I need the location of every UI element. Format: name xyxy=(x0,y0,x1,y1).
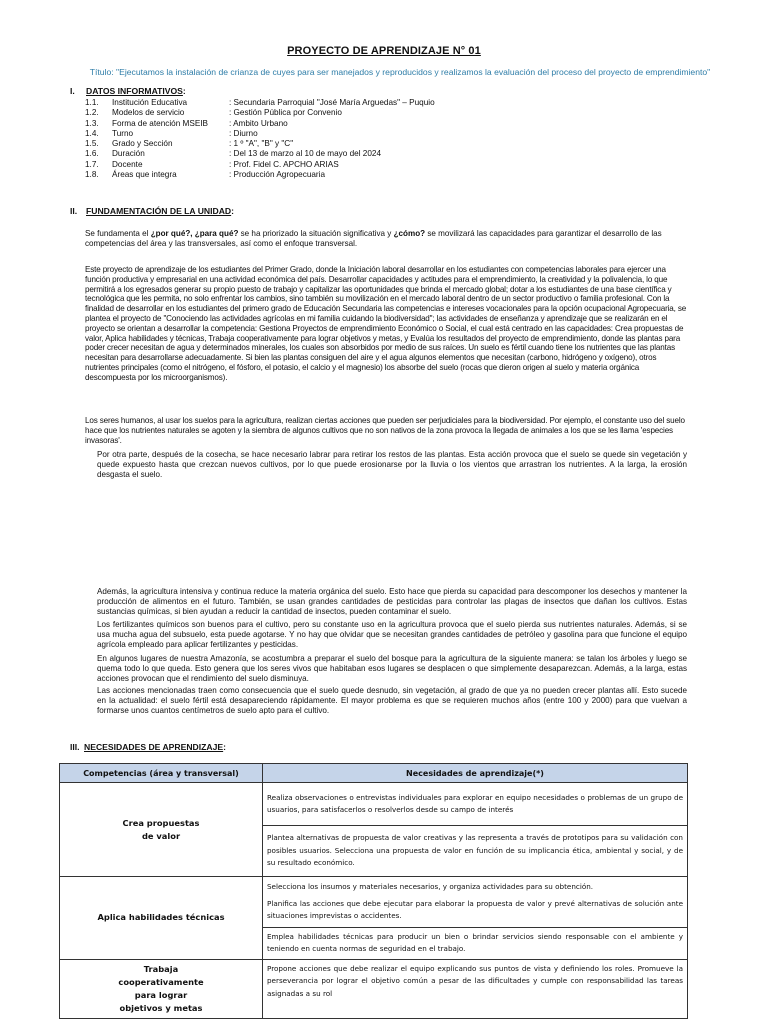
section-heading-datos xyxy=(70,86,186,96)
section-heading-fundamentacion xyxy=(70,206,234,216)
section-colon: : xyxy=(182,86,186,96)
info-list xyxy=(85,98,435,180)
info-row: 1.1. Institución Educativa : Secundaria Parroquial "José María Arguedas" – Puquio xyxy=(85,98,435,107)
info-row: 1.6. Duración : Del 13 de marzo al 10 de mayo del 2024 xyxy=(85,149,382,159)
competency-cell: Trabaja cooperativamente para lograr objetivos y metas xyxy=(60,959,263,1018)
info-row: 1.5. Grado y Sección : 1 º "A", "B" y "C" xyxy=(85,139,294,149)
paragraph-intro: Se fundamenta el ¿por qué?, ¿para qué? se ha priorizado la situación significativa y ¿cómo? se movilizará las capacidades para garantizar el desarrollo de las competencias del área y las transversales, así como el enfoque transversal. xyxy=(85,229,662,248)
section-label: FUNDAMENTACIÓN DE LA UNIDAD xyxy=(86,206,232,216)
paragraph-seres-humanos: Los seres humanos, al usar los suelos para la agricultura, realizan ciertas acciones que pueden ser perjudiciales para la biodiversidad. Por ejemplo, el constante uso del suelo hace que los nutrientes naturales se agoten y la siembra de algunos cultivos que no son nativos de la zona provoca la llegada de animales a los que se les llama 'especies invasoras'. xyxy=(85,416,685,445)
section-colon: : xyxy=(231,206,235,216)
info-row: 1.7. Docente : Prof. Fidel C. APCHO ARIAS xyxy=(85,159,339,169)
section-colon: : xyxy=(223,742,226,752)
section-label: DATOS INFORMATIVOS xyxy=(86,86,183,96)
info-row: 1.3. Forma de atención MSEIB : Ambito Urbano xyxy=(85,118,288,128)
paragraph-agricultura-intensiva: Además, la agricultura intensiva y continua reduce la materia orgánica del suelo. Esto hace que pierda su capacidad para descomponer los desechos y mantener la producción de alimentos en el futuro. También, se usan grandes cantidades de pesticidas para controlar las plagas de insectos que dañan los cultivos. Estas sustancias químicas, si bien ayudan a reducir la cantidad de insectos, pueden contaminar el suelo. xyxy=(97,587,687,616)
competency-cell: Crea propuestas de valor xyxy=(60,783,263,877)
needs-table xyxy=(59,763,688,1019)
need-cell: Emplea habilidades técnicas para producir un bien o brindar servicios siendo responsable con el ambiente y teniendo en cuenta normas de seguridad en el trabajo. xyxy=(263,928,688,960)
table-row xyxy=(60,783,688,826)
project-subtitle: Título: "Ejecutamos la instalación de crianza de cuyes para ser manejados y reproducidos y realizamos la evaluación del proceso del proyecto de emprendimiento" xyxy=(89,67,711,77)
paragraph-proyecto: Este proyecto de aprendizaje de los estudiantes del Primer Grado, donde la Iniciación laboral desarrollar en los estudiantes con competencias laborales para ejercer una función productiva y empresarial en una actividad económica del país. Desarrollar capacidades y actitudes para el emprendimiento, la creatividad y la polivalencia, lo que permitirá a los egresados generar su propio puesto de trabajo y capitalizar las oportunidades que brinda el mercado global; dotar a los estudiantes de una base científica y tecnológica que les permita, no solo enfrentar los cambios, sino también su movilización en el mercado laboral dentro de un sector productivo o familia profesional. Con la finalidad de desarrollar en los estudiantes del primero grado de Educación Secundaria las competencias e intereses vocacionales para la opción ocupacional Agropecuaria, se plantea el proyecto de "Conociendo las actividades agrícolas en mi familia cuidando la biodiversidad"; las actividades de enseñanza y aprendizaje que se realizarán en el proyecto se orientan a desarrollar la competencia: Gestiona Proyectos de emprendimiento Económico o Social, el cual está centrado en las capacidades: Crea propuestas de valor, Aplica habilidades y técnicas, Trabaja cooperativamente para lograr objetivos y metas, y Evalúa los resultados del proyecto de emprendimiento, donde las plantas para poder crecer necesitan de agua y determinados minerales, los cuales son absorbidos por medio de sus raíces. Un suelo es fértil cuando tiene los nutrientes que las plantas necesitan para desarrollarse adecuadamente. Si bien las plantas consiguen del aire y el agua algunos elementos que necesitan (carbono, hidrógeno y oxígeno), otros nutrientes principales (como el nitrógeno, el fósforo, el potasio, el calcio y el magnesio) los absorbe del suelo (rocas que dieron origen al suelo y materia orgánica descompuesta por los microorganismos). xyxy=(85,265,687,382)
paragraph-fertilizantes: Los fertilizantes químicos son buenos para el cultivo, pero su constante uso en la agricultura provoca que el suelo pierda sus nutrientes naturales. Además, si se usa mucha agua del subsuelo, esta puede agotarse. Y no hay que olvidar que se necesitan grandes cantidades de petróleo y gasolina para que funcione el equipo agrícola empleado para aplicar fertilizantes y pesticidas. xyxy=(97,620,687,649)
table-row xyxy=(60,959,688,1018)
info-row: 1.4. Turno : Diurno xyxy=(85,128,258,138)
section-number: I. xyxy=(70,86,75,96)
column-header: Necesidades de aprendizaje(*) xyxy=(263,764,688,783)
section-heading-necesidades xyxy=(70,742,226,752)
paragraph-consecuencias: Las acciones mencionadas traen como consecuencia que el suelo quede desnudo, sin vegetación, al grado de que ya no pueden crecer plantas allí. Esto sucede en la actualidad: el suelo fértil está desapareciendo rápidamente. El mayor problema es que se requieren muchos años (entre 100 y 2000) para que vuelvan a formarse unos cuantos centímetros de suelo apto para el cultivo. xyxy=(97,686,687,715)
need-cell: Realiza observaciones o entrevistas individuales para explorar en equipo necesidades o problemas de un grupo de usuarios, para satisfacerlos o resolverlos desde su campo de interés xyxy=(263,783,688,826)
table-row xyxy=(60,877,688,928)
section-label: NECESIDADES DE APRENDIZAJE xyxy=(84,742,224,752)
table-header-row xyxy=(60,764,688,783)
info-row: 1.2. Modelos de servicio : Gestión Pública por Convenio xyxy=(85,108,342,118)
column-header: Competencias (área y transversal) xyxy=(60,764,263,783)
need-cell: Selecciona los insumos y materiales necesarios, y organiza actividades para su obtención. Planifica las acciones que debe ejecutar para elaborar la propuesta de valor y prevé alternativas de solución ante situaciones imprevistas o accidentes. xyxy=(263,877,688,928)
info-row: 1.8. Áreas que integra : Producción Agropecuaria xyxy=(85,170,326,180)
paragraph-amazonia: En algunos lugares de nuestra Amazonía, se acostumbra a preparar el suelo del bosque para la agricultura de la siguiente manera: se talan los árboles y luego se quema todo lo que queda. Esto genera que los seres vivos que habitaban esos lugares se desplacen o que simplemente desaparezcan. Además, a la larga, estas acciones provocan que el rendimiento del suelo disminuya. xyxy=(97,654,687,683)
need-cell: Propone acciones que debe realizar el equipo explicando sus puntos de vista y definiendo los roles. Promueve la perseverancia por lograr el objetivo común a pesar de las dificultades y cumple con responsabilidad las tareas asignadas a su rol xyxy=(263,959,688,1018)
competency-cell: Aplica habilidades técnicas xyxy=(60,877,263,960)
need-cell: Plantea alternativas de propuesta de valor creativas y las representa a través de prototipos para su validación con posibles usuarios. Selecciona una propuesta de valor en función de su implicancia ética, ambiental y social, y de su resultado económico. xyxy=(263,826,688,877)
page-title: PROYECTO DE APRENDIZAJE N° 01 xyxy=(287,45,481,57)
section-number: II. xyxy=(70,206,78,216)
paragraph-cosecha: Por otra parte, después de la cosecha, se hace necesario labrar para retirar los restos de las plantas. Esta acción provoca que el suelo se quede sin vegetación y quede expuesto hasta que crezcan nuevos cultivos, por lo que puede erosionarse por la lluvia o los vientos que arrastran los nutrientes. A la larga, la erosión desgasta el suelo. xyxy=(97,450,687,479)
section-number: III. xyxy=(70,742,80,752)
